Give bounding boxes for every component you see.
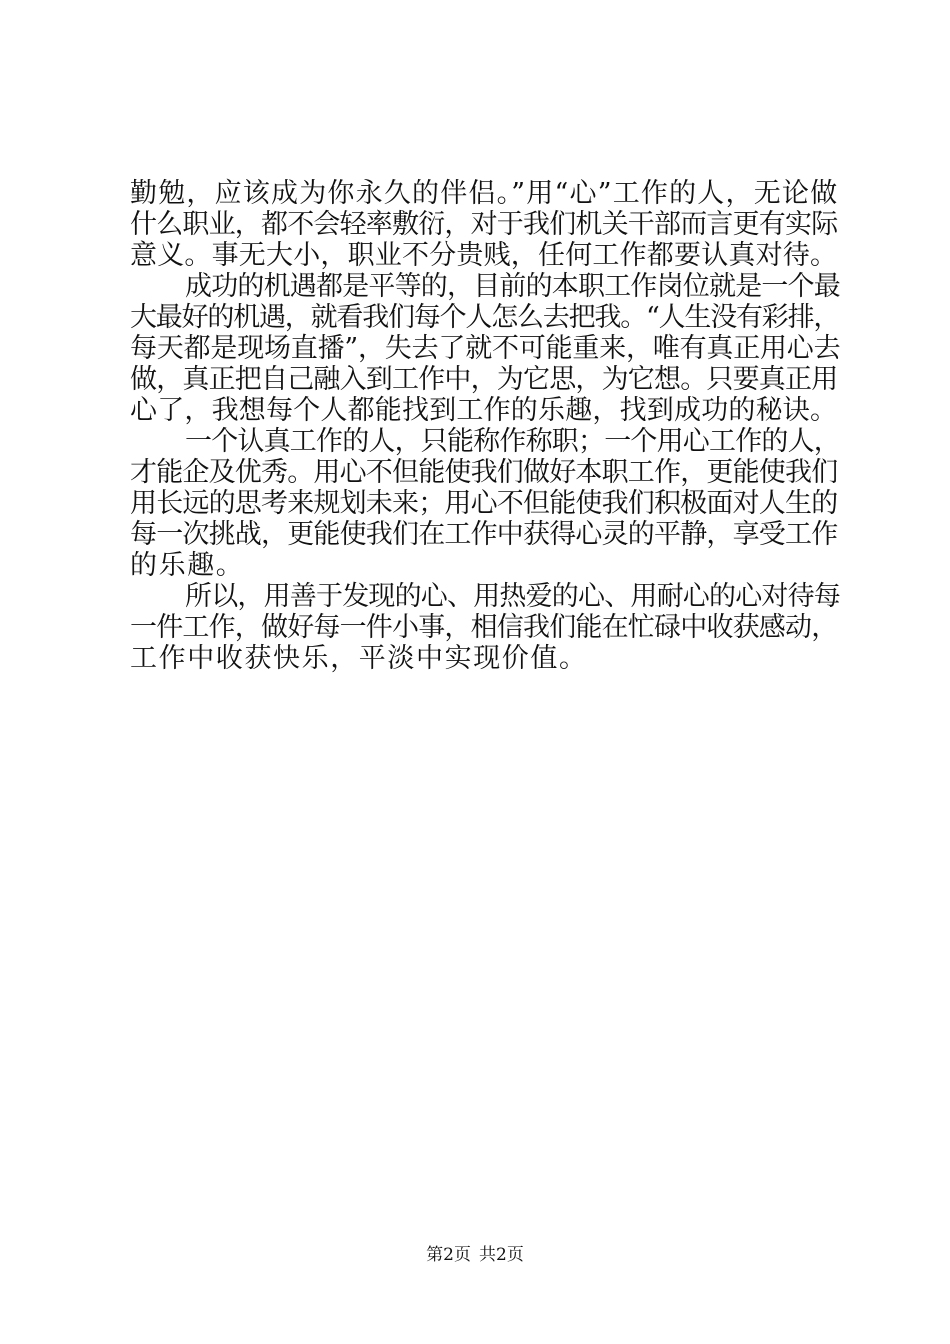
paragraph-start-line: 所以，用善于发现的心、用热爱的心、用耐心的心对待每 xyxy=(185,581,840,612)
text-line: 工作中收获快乐，平淡中实现价值。 xyxy=(130,643,588,674)
text-line: 一件工作，做好每一件小事，相信我们能在忙碌中收获感动， xyxy=(130,612,838,643)
text-line: 才能企及优秀。用心不但能使我们做好本职工作，更能使我们 xyxy=(130,457,838,488)
text-line: 做，真正把自己融入到工作中，为它思，为它想。只要真正用 xyxy=(130,364,838,395)
text-line: 勤勉，应该成为你永久的伴侣。”用“心”工作的人，无论做 xyxy=(130,178,839,209)
text-line: 每天都是现场直播”，失去了就不可能重来，唯有真正用心去 xyxy=(130,333,841,364)
page-total: 共2页 xyxy=(479,1245,524,1265)
text-line: 用长远的思考来规划未来；用心不但能使我们积极面对人生的 xyxy=(130,488,838,519)
page-number: 第2页 xyxy=(426,1245,471,1265)
text-line: 什么职业，都不会轻率敷衍，对于我们机关干部而言更有实际 xyxy=(130,209,838,240)
paragraph-start-line: 成功的机遇都是平等的，目前的本职工作岗位就是一个最 xyxy=(185,271,840,302)
text-line: 意义。事无大小，职业不分贵贱，任何工作都要认真对待。 xyxy=(130,240,838,271)
text-line: 心了，我想每个人都能找到工作的乐趣，找到成功的秘诀。 xyxy=(130,395,838,426)
paragraph-start-line: 一个认真工作的人，只能称作称职；一个用心工作的人， xyxy=(185,426,840,457)
text-line: 每一次挑战，更能使我们在工作中获得心灵的平静，享受工作 xyxy=(130,519,838,550)
page-footer xyxy=(0,1244,950,1266)
document-body xyxy=(130,178,840,674)
text-line: 的乐趣。 xyxy=(130,550,245,581)
text-line: 大最好的机遇，就看我们每个人怎么去把我。“人生没有彩排， xyxy=(130,302,840,333)
